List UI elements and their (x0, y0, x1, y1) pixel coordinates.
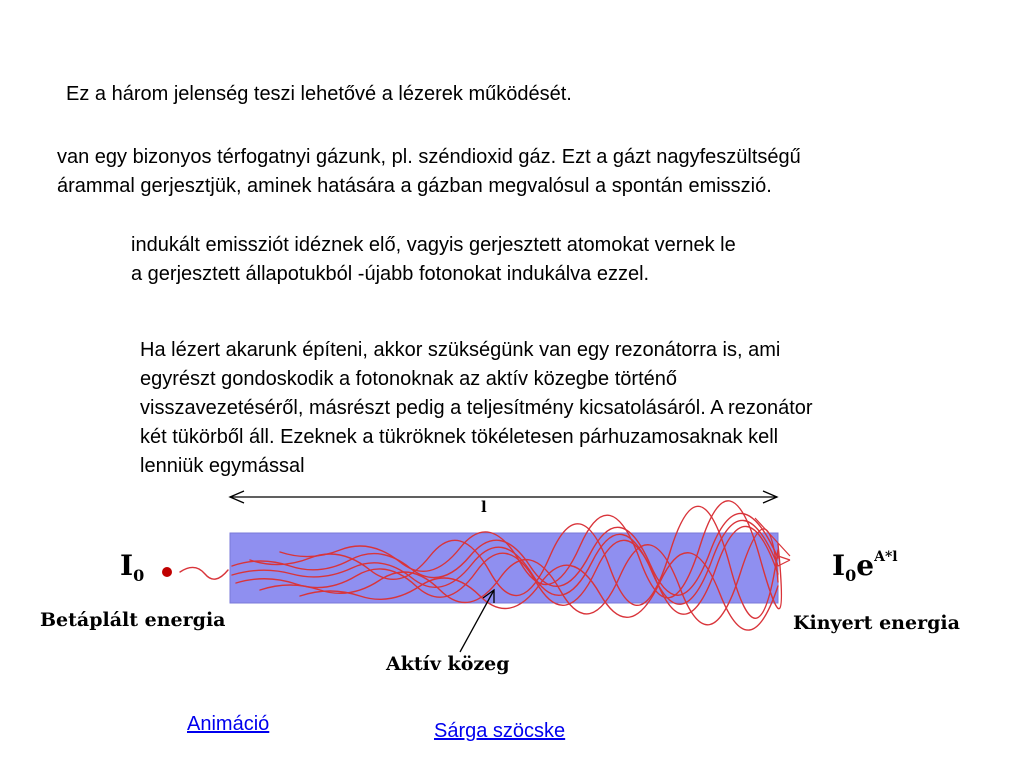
length-label: l (481, 498, 487, 516)
input-energy-label: Betáplált energia (40, 609, 226, 631)
output-intensity-label: $I_0e^{A*l}$ (832, 549, 898, 585)
resonator-paragraph: Ha lézert akarunk építeni, akkor szükségünk van egy rezonátorra is, ami egyrészt gondoskodik a fotonoknak az aktív közegbe történő visszavezetéséről, másrészt pedig a teljesítmény kicsatolásáról. A rezonátor két tükörből áll. Ezeknek a tükröknek tökéletesen párhuzamosaknak kell lenniük egymással (140, 339, 813, 477)
laser-diagram (0, 480, 1024, 690)
active-medium-label: Aktív közeg (386, 653, 510, 675)
input-intensity-label: $I_0$ (120, 549, 145, 585)
length-arrow (230, 491, 777, 503)
animation-link[interactable]: Animáció (187, 713, 270, 735)
intro-line: Ez a három jelenség teszi lehetővé a lézerek működését. (66, 83, 572, 105)
input-dot (162, 567, 172, 577)
sarga-szocske-link[interactable]: Sárga szöcske (434, 720, 566, 742)
gas-paragraph: van egy bizonyos térfogatnyi gázunk, pl. széndioxid gáz. Ezt a gázt nagyfeszültségű árammal gerjesztjük, aminek hatására a gázban megvalósul a spontán emisszió. (57, 146, 801, 197)
induced-emission-paragraph: indukált emissziót idéznek elő, vagyis gerjesztett atomokat vernek le a gerjesztett állapotukból -újabb fotonokat indukálva ezzel. (131, 234, 736, 285)
output-energy-label: Kinyert energia (793, 612, 960, 634)
